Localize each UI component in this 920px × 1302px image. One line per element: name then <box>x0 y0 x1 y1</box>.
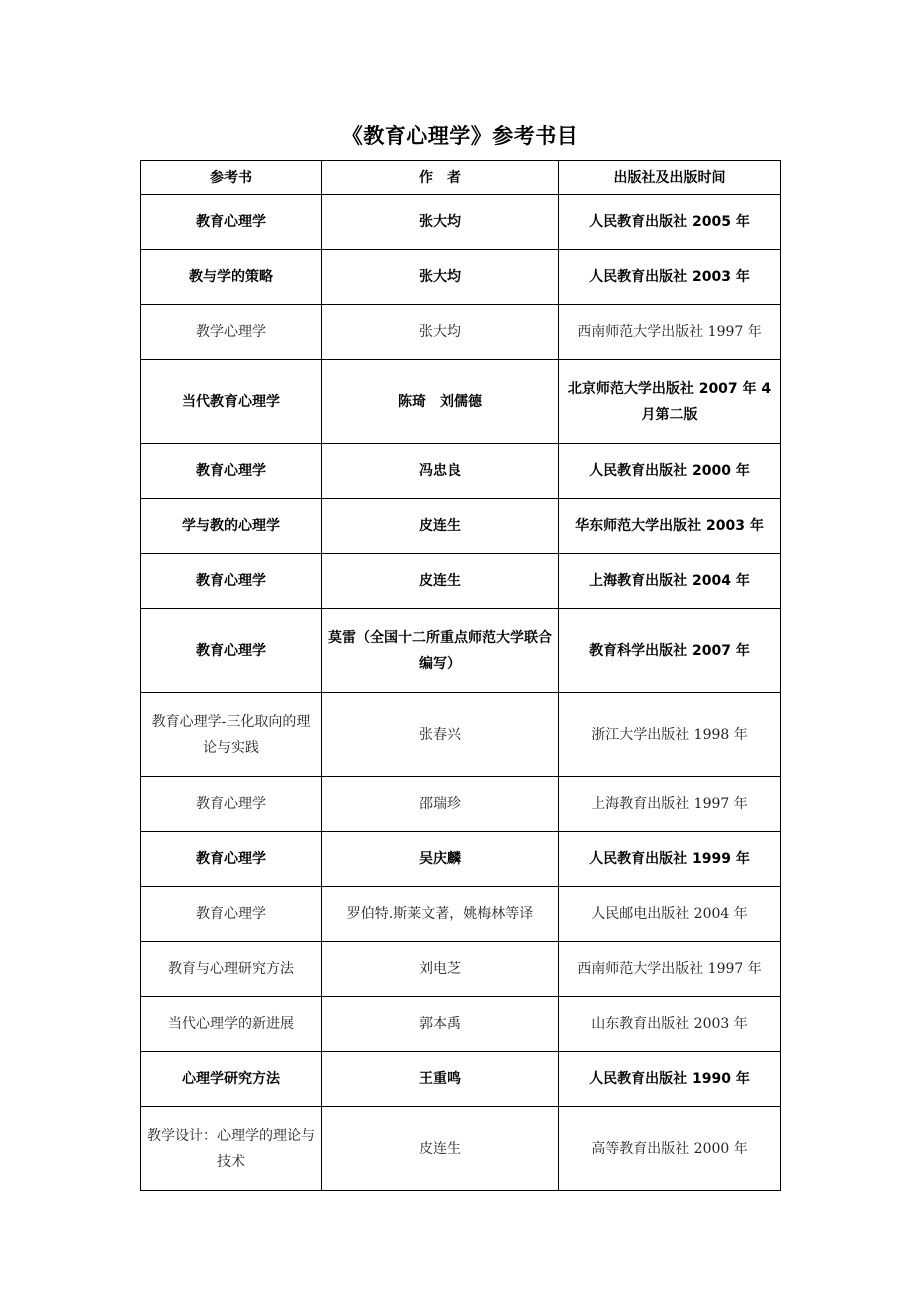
header-book: 参考书 <box>141 161 322 195</box>
cell-book: 教育心理学 <box>141 609 322 693</box>
table-row <box>141 1052 781 1107</box>
table-row <box>141 250 781 305</box>
cell-author: 罗伯特.斯莱文著，姚梅林等译 <box>322 887 559 942</box>
table-row <box>141 777 781 832</box>
cell-author: 张大均 <box>322 250 559 305</box>
cell-author: 陈琦 刘儒德 <box>322 360 559 444</box>
cell-book: 教学心理学 <box>141 305 322 360</box>
table-row <box>141 609 781 693</box>
cell-publisher: 西南师范大学出版社 1997 年 <box>559 942 781 997</box>
cell-publisher: 人民教育出版社 1999 年 <box>559 832 781 887</box>
cell-author: 郭本禹 <box>322 997 559 1052</box>
cell-book: 教与学的策略 <box>141 250 322 305</box>
cell-author: 王重鸣 <box>322 1052 559 1107</box>
cell-publisher: 上海教育出版社 2004 年 <box>559 554 781 609</box>
cell-author: 吴庆麟 <box>322 832 559 887</box>
cell-publisher: 人民邮电出版社 2004 年 <box>559 887 781 942</box>
cell-book: 教育心理学-三化取向的理论与实践 <box>141 693 322 777</box>
cell-book: 教育心理学 <box>141 195 322 250</box>
cell-author: 冯忠良 <box>322 444 559 499</box>
cell-author: 张大均 <box>322 195 559 250</box>
cell-book: 教育心理学 <box>141 554 322 609</box>
cell-publisher: 浙江大学出版社 1998 年 <box>559 693 781 777</box>
cell-publisher: 华东师范大学出版社 2003 年 <box>559 499 781 554</box>
cell-book: 当代心理学的新进展 <box>141 997 322 1052</box>
cell-publisher: 人民教育出版社 2005 年 <box>559 195 781 250</box>
cell-author: 张大均 <box>322 305 559 360</box>
table-row <box>141 942 781 997</box>
table-header-row <box>141 161 781 195</box>
page-title: 《教育心理学》参考书目 <box>341 124 579 148</box>
table-row <box>141 997 781 1052</box>
cell-publisher: 高等教育出版社 2000 年 <box>559 1107 781 1191</box>
table-row <box>141 832 781 887</box>
cell-book: 当代教育心理学 <box>141 360 322 444</box>
cell-publisher: 人民教育出版社 1990 年 <box>559 1052 781 1107</box>
table-row <box>141 444 781 499</box>
cell-book: 教育心理学 <box>141 832 322 887</box>
cell-book: 心理学研究方法 <box>141 1052 322 1107</box>
cell-author: 皮连生 <box>322 499 559 554</box>
cell-publisher: 北京师范大学出版社 2007 年 4 月第二版 <box>559 360 781 444</box>
header-publisher: 出版社及出版时间 <box>559 161 781 195</box>
table-row <box>141 887 781 942</box>
cell-publisher: 教育科学出版社 2007 年 <box>559 609 781 693</box>
cell-publisher: 人民教育出版社 2000 年 <box>559 444 781 499</box>
cell-author: 莫雷（全国十二所重点师范大学联合编写） <box>322 609 559 693</box>
header-author: 作 者 <box>322 161 559 195</box>
table-row <box>141 360 781 444</box>
cell-author: 邵瑞珍 <box>322 777 559 832</box>
cell-author: 张春兴 <box>322 693 559 777</box>
cell-book: 学与教的心理学 <box>141 499 322 554</box>
cell-book: 教育心理学 <box>141 444 322 499</box>
table-row <box>141 554 781 609</box>
cell-author: 刘电芝 <box>322 942 559 997</box>
cell-author: 皮连生 <box>322 1107 559 1191</box>
table-row <box>141 499 781 554</box>
cell-book: 教育与心理研究方法 <box>141 942 322 997</box>
cell-publisher: 人民教育出版社 2003 年 <box>559 250 781 305</box>
cell-author: 皮连生 <box>322 554 559 609</box>
cell-publisher: 山东教育出版社 2003 年 <box>559 997 781 1052</box>
cell-book: 教育心理学 <box>141 777 322 832</box>
reference-table <box>140 160 781 1191</box>
cell-book: 教学设计：心理学的理论与技术 <box>141 1107 322 1191</box>
table-row <box>141 195 781 250</box>
cell-book: 教育心理学 <box>141 887 322 942</box>
table-row <box>141 1107 781 1191</box>
table-row <box>141 305 781 360</box>
table-row <box>141 693 781 777</box>
cell-publisher: 上海教育出版社 1997 年 <box>559 777 781 832</box>
cell-publisher: 西南师范大学出版社 1997 年 <box>559 305 781 360</box>
